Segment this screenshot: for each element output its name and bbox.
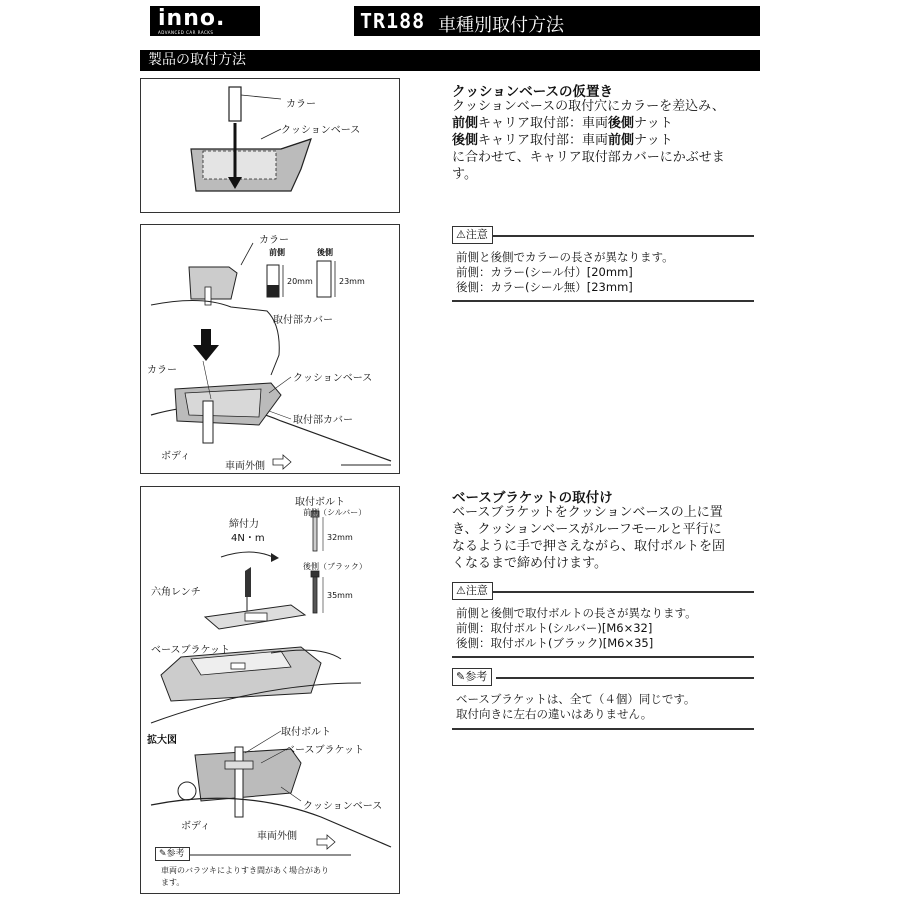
notice1-body	[456, 250, 674, 295]
cushion-placement-illustration	[141, 79, 399, 212]
zoom-outside-label: 車両外側	[257, 831, 297, 842]
fig-reference-tag: ✎参考	[155, 847, 190, 861]
reference-header	[452, 668, 754, 686]
step2-body	[452, 504, 772, 572]
reference-line-1: ベースブラケットは、全て（４個）同じです。	[456, 692, 696, 706]
notice1-header	[452, 226, 754, 244]
notice1-line-2: 前側：カラー(シール付）[20mm]	[456, 265, 633, 279]
notice1-bottom-rule	[452, 300, 754, 302]
reference-body	[456, 692, 695, 722]
step2-line-1: ベースブラケットをクッションベースの上に置	[452, 505, 723, 520]
notice2-body	[456, 606, 697, 651]
figure-cushion-placement	[140, 78, 400, 213]
brand-name: inno.	[158, 6, 226, 31]
cushion-base-label: クッションベース	[281, 125, 361, 136]
reference-line-2: 取付向きに左右の違いはありません。	[456, 707, 653, 721]
cushion-base-label: クッションベース	[293, 373, 373, 384]
bolt-label: 取付ボルト	[295, 497, 345, 508]
collar-label-2: カラー	[147, 365, 177, 376]
memo-icon: ✎	[159, 849, 167, 859]
vehicle-outside-label: 車両外側	[225, 461, 265, 472]
warning-icon: ⚠	[456, 228, 466, 241]
figure-bracket-install	[140, 486, 400, 894]
front-bolt-length: 32mm	[327, 533, 353, 542]
mount-cover-label-2: 取付部カバー	[293, 415, 353, 426]
rear-collar-length: 23mm	[339, 277, 365, 286]
model-code: TR188	[360, 9, 426, 33]
zoom-bolt-label: 取付ボルト	[281, 727, 331, 738]
torque-label: 締付力	[229, 519, 259, 530]
warning-icon: ⚠	[456, 584, 466, 597]
torque-value: 4N・m	[231, 533, 265, 544]
collar-label: カラー	[259, 235, 289, 246]
title-banner	[354, 6, 760, 36]
front-collar-length: 20mm	[287, 277, 313, 286]
rear-bolt-label: 後側（ブラック）	[303, 562, 367, 571]
rear-side-label: 後側	[317, 248, 333, 257]
notice2-header-line	[492, 591, 754, 593]
notice2-line-3: 後側：取付ボルト(ブラック)[M6×35]	[456, 636, 654, 650]
collar-label: カラー	[286, 99, 316, 110]
fig-reference-text-2: ます。	[161, 878, 185, 887]
figure-collar-detail	[140, 224, 400, 474]
page-title: 車種別取付方法	[438, 15, 564, 36]
reference-tag: ✎参考	[452, 668, 492, 686]
zoom-bracket-label: ベースブラケット	[285, 745, 364, 756]
step1-line-2: 前側キャリア取付部：車両後側ナット	[452, 116, 673, 131]
notice2-bottom-rule	[452, 656, 754, 658]
step1-line-1: クッションベースの取付穴にカラーを差込み、	[452, 99, 725, 114]
notice2-line-2: 前側：取付ボルト(シルバー)[M6×32]	[456, 621, 653, 635]
zoom-body-label: ボディ	[181, 821, 211, 832]
zoom-cushion-label: クッションベース	[303, 801, 383, 812]
base-bracket-label: ベースブラケット	[151, 645, 230, 656]
step2-line-4: くなるまで締め付けます。	[452, 556, 607, 571]
notice2-header	[452, 582, 754, 600]
notice1-header-line	[492, 235, 754, 237]
reference-header-line	[496, 677, 754, 679]
step1-body	[452, 98, 772, 183]
front-side-label: 前側	[269, 248, 285, 257]
brand-logo	[150, 6, 260, 36]
step1-heading: クッションベースの仮置き	[452, 84, 614, 100]
zoom-view-label: 拡大図	[147, 735, 177, 746]
notice1-line-3: 後側：カラー(シール無）[23mm]	[456, 280, 633, 294]
step1-line-5: す。	[452, 167, 477, 182]
step1-line-4: に合わせて、キャリア取付部カバーにかぶせま	[452, 150, 725, 165]
notice1-tag: ⚠注意	[452, 226, 493, 244]
rear-bolt-length: 35mm	[327, 591, 353, 600]
notice2-tag: ⚠注意	[452, 582, 493, 600]
hex-wrench-label: 六角レンチ	[151, 587, 201, 598]
step2-line-2: き、クッションベースがルーフモールと平行に	[452, 522, 722, 537]
mount-cover-label: 取付部カバー	[273, 315, 333, 326]
brand-subtitle: ADVANCED CAR RACKS	[158, 30, 214, 35]
body-label: ボディ	[161, 451, 191, 462]
fig-reference-text-1: 車両のバラツキによりすき間があく場合があり	[161, 866, 329, 875]
notice1-line-1: 前側と後側でカラーの長さが異なります。	[456, 250, 674, 264]
section-title: 製品の取付方法	[140, 50, 760, 71]
step2-line-3: なるように手で押さえながら、取付ボルトを固	[452, 539, 726, 554]
notice2-line-1: 前側と後側で取付ボルトの長さが異なります。	[456, 606, 697, 620]
collar-detail-illustration	[141, 225, 399, 473]
step1-line-3: 後側キャリア取付部：車両前側ナット	[452, 133, 673, 148]
memo-icon: ✎	[456, 670, 466, 683]
step2-heading: ベースブラケットの取付け	[452, 490, 613, 506]
reference-bottom-rule	[452, 728, 754, 730]
front-bolt-label: 前側（シルバー）	[303, 508, 367, 517]
